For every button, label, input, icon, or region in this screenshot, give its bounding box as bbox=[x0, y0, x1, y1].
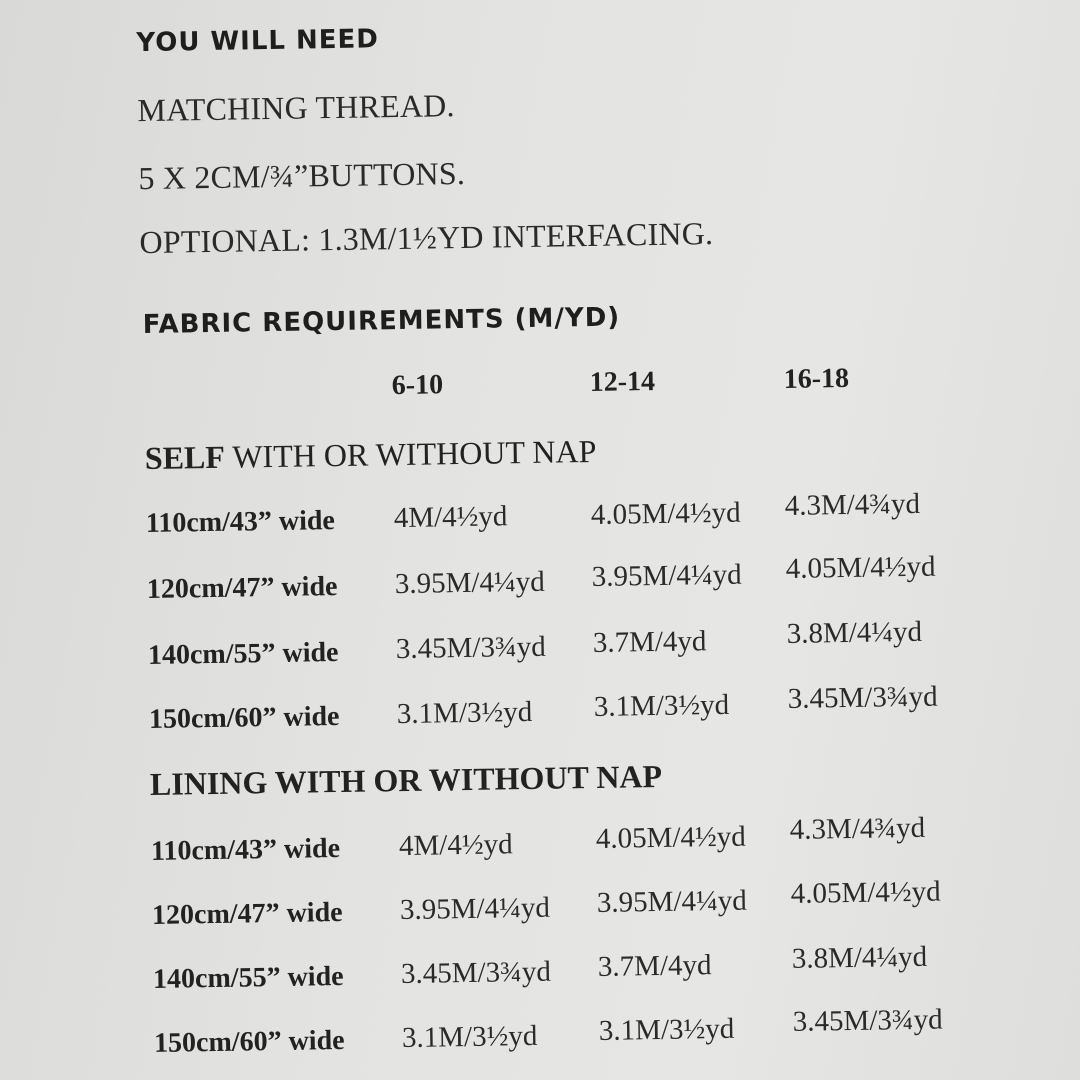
table-cell: 3.95M/4¼yd bbox=[591, 558, 742, 594]
table-cell: 3.45M/3¾yd bbox=[395, 630, 546, 666]
table-cell: 3.8M/4¼yd bbox=[791, 940, 928, 975]
row-label: 110cm/43” wide bbox=[150, 832, 341, 867]
supply-item-buttons: 5 X 2CM/¾”BUTTONS. bbox=[138, 154, 466, 197]
column-header-6-10: 6-10 bbox=[391, 369, 444, 402]
table-cell: 3.45M/3¾yd bbox=[792, 1003, 943, 1038]
section-title-lining bbox=[150, 758, 663, 803]
supply-item-thread: MATCHING THREAD. bbox=[137, 87, 455, 129]
table-cell: 3.7M/4yd bbox=[592, 625, 707, 659]
section-title-self-bold: SELF bbox=[144, 438, 226, 477]
table-cell: 3.1M/3½yd bbox=[593, 688, 730, 723]
row-label: 150cm/60” wide bbox=[153, 1024, 345, 1059]
table-cell: 4.05M/4½yd bbox=[590, 496, 741, 532]
table-cell: 4.05M/4½yd bbox=[790, 875, 941, 910]
table-cell: 4.3M/4¾yd bbox=[784, 487, 921, 522]
fabric-requirements-heading: FABRIC REQUIREMENTS (M/YD) bbox=[142, 302, 621, 341]
table-cell: 3.7M/4yd bbox=[597, 949, 712, 983]
you-will-need-heading: YOU WILL NEED bbox=[136, 24, 380, 59]
table-cell: 4.05M/4½yd bbox=[595, 820, 746, 855]
row-label: 150cm/60” wide bbox=[148, 700, 340, 735]
table-cell: 3.95M/4¼yd bbox=[394, 565, 545, 601]
row-label: 120cm/47” wide bbox=[146, 571, 338, 605]
column-header-12-14: 12-14 bbox=[589, 365, 656, 399]
table-cell: 3.45M/3¾yd bbox=[787, 680, 938, 715]
table-cell: 3.8M/4¼yd bbox=[786, 615, 923, 650]
row-label: 140cm/55” wide bbox=[147, 636, 339, 671]
table-cell: 3.95M/4¼yd bbox=[399, 891, 551, 927]
column-header-16-18: 16-18 bbox=[783, 362, 850, 395]
section-title-self-rest: WITH OR WITHOUT NAP bbox=[224, 432, 597, 475]
table-cell: 4M/4½yd bbox=[393, 500, 508, 535]
row-label: 140cm/55” wide bbox=[152, 960, 344, 995]
table-cell: 4.3M/4¾yd bbox=[789, 811, 926, 846]
table-cell: 4.05M/4½yd bbox=[785, 550, 936, 585]
table-cell: 3.1M/3½yd bbox=[396, 695, 533, 731]
row-label: 110cm/43” wide bbox=[145, 505, 336, 539]
row-label: 120cm/47” wide bbox=[151, 896, 343, 931]
table-cell: 3.1M/3½yd bbox=[401, 1019, 538, 1055]
table-cell: 3.1M/3½yd bbox=[598, 1012, 735, 1047]
section-title-lining-bold: LINING WITH OR WITHOUT NAP bbox=[149, 757, 663, 802]
table-cell: 3.95M/4¼yd bbox=[596, 884, 747, 919]
table-cell: 4M/4½yd bbox=[398, 828, 513, 863]
section-title-self bbox=[145, 433, 597, 477]
supply-item-interfacing: OPTIONAL: 1.3M/1½YD INTERFACING. bbox=[139, 215, 714, 261]
table-cell: 3.45M/3¾yd bbox=[400, 955, 552, 991]
